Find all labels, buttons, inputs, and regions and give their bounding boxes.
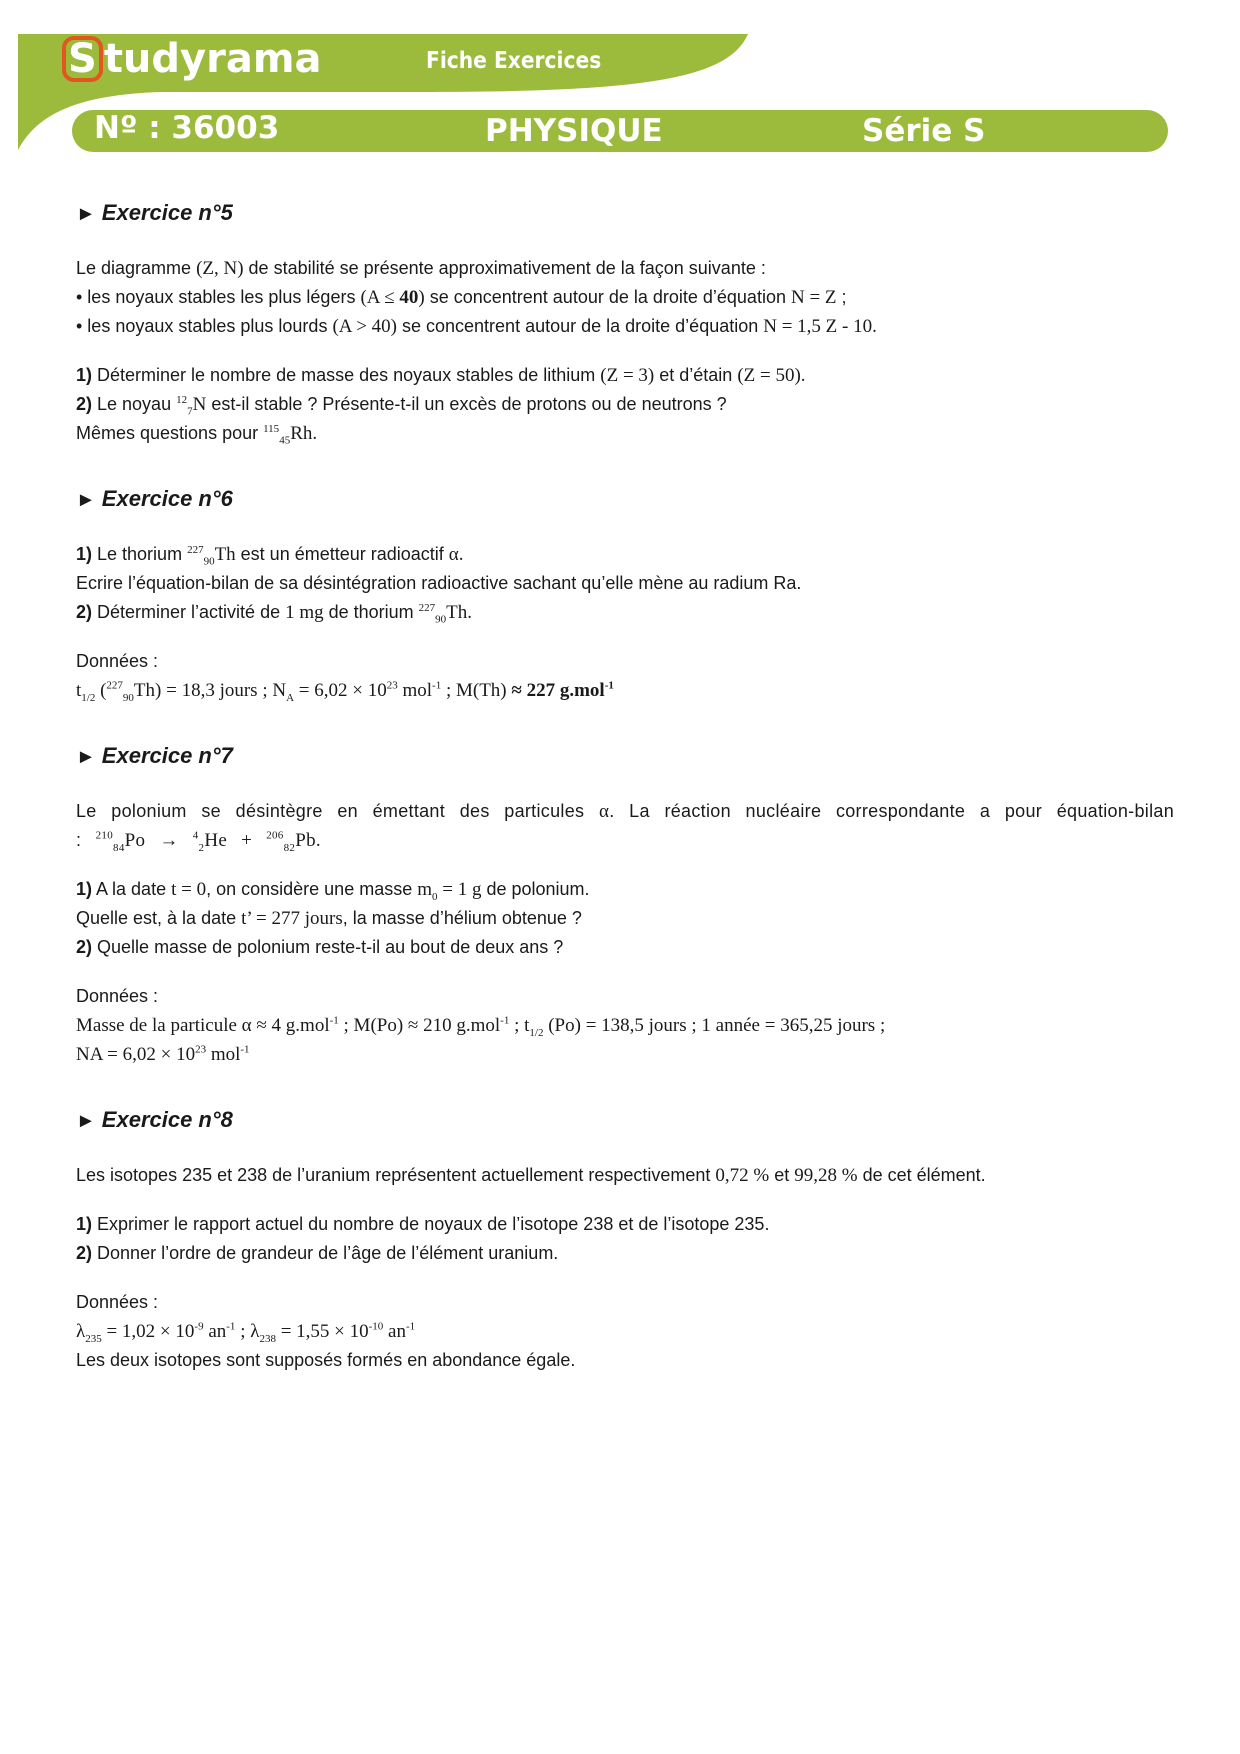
exercise-6-data-label: Données :: [76, 651, 159, 671]
exercise-7-data-2: NA = $6,02 \times 10^{23}$ mol$^{-1}$: [76, 1043, 250, 1065]
exercise-8-note: Les deux isotopes sont supposés formés en abondance égale.: [76, 1350, 576, 1370]
exercise-8-question-1: 1) Exprimer le rapport actuel du nombre de noyaux de l’isotope 238 et de l’isotope 235.: [76, 1214, 770, 1234]
exercise-7-question-1b: Quelle est, à la date t’ = 277 jours, la masse d’hélium obtenue ?: [76, 908, 582, 929]
exercise-6-question-2: 2) Déterminer l’activité de 1 mg de thorium $^{227}_{90}$Th.: [76, 602, 473, 626]
exercise-5-question-1: 1) Déterminer le nombre de masse des noyaux stables de lithium (Z = 3) et d’étain (Z = 50).: [76, 365, 806, 386]
logo-text: tudyrama: [103, 36, 322, 82]
arrow-icon: ►: [76, 746, 96, 768]
arrow-icon: ►: [76, 203, 96, 225]
exercise-7-data-1: Masse de la particule α ≈ 4 g.mol$^{-1}$ ; M(Po) ≈ 210 g.mol$^{-1}$ ; $t_{1/2}$ (Po) = 138,5 jours ; 1 année = 365,25 jours ;: [76, 1014, 886, 1039]
exercise-5-question-2b: Mêmes questions pour $^{115}_{45}$Rh.: [76, 423, 318, 447]
subject-title: PHYSIQUE: [485, 113, 663, 149]
exercise-7-intro: Le polonium se désintègre en émettant des particules α. La réaction nucléaire correspondante a pour équation-bilan : $^{210}_{84}$Po → $^4_2$He + $^{206}_{82}$Pb.: [76, 801, 1175, 854]
exercise-6-data: $t_{1/2}$ ($^{227}_{90}$Th) = 18,3 jours ; $N_A = 6,02 \times 10^{23}$ mol$^{-1}$ ; M(Th) ≈ 227 g.mol$^{-1}$: [76, 679, 614, 704]
exercise-6-question-1: 1) Le thorium $^{227}_{90}$Th est un émetteur radioactif α.: [76, 544, 464, 568]
exercise-5-question-2: 2) Le noyau $^{12}_7$N est-il stable ? Présente-t-il un excès de protons ou de neutrons ?: [76, 394, 727, 418]
exercise-5-bullet-2: • les noyaux stables plus lourds (A > 40) se concentrent autour de la droite d’équation N = 1,5 Z - 10.: [76, 316, 877, 337]
exercise-8-title: ► Exercice n°8: [76, 1107, 233, 1132]
exercise-6-title: ► Exercice n°6: [76, 486, 233, 511]
exercise-8-data: $\lambda_{235} = 1,02 \times 10^{-9}$ $an^{-1}$ ; $\lambda_{238} = 1,55 \times 10^{-10}$ $an^{-1}$: [76, 1320, 416, 1345]
exercise-7-question-2: 2) Quelle masse de polonium reste-t-il au bout de deux ans ?: [76, 937, 564, 957]
studyrama-logo: S tudyrama: [62, 36, 322, 82]
exercise-8-intro: Les isotopes 235 et 238 de l’uranium représentent actuellement respectivement 0,72 % et 99,28 % de cet élément.: [76, 1165, 986, 1186]
fiche-subtitle: Fiche Exercices: [426, 48, 602, 74]
exercise-7-data-label: Données :: [76, 986, 159, 1006]
exercise-8-data-label: Données :: [76, 1292, 159, 1312]
exercise-7-title: ► Exercice n°7: [76, 743, 233, 768]
exercise-5-intro: Le diagramme (Z, N) de stabilité se présente approximativement de la façon suivante :: [76, 258, 766, 279]
document-content: [76, 200, 1174, 1375]
exercise-5-title: ► Exercice n°5: [76, 200, 233, 225]
exercise-6-question-1b: Ecrire l’équation-bilan de sa désintégration radioactive sachant qu’elle mène au radium Ra.: [76, 573, 802, 593]
series-label: Série S: [862, 113, 986, 149]
exercise-7-question-1: 1) A la date t = 0, on considère une masse $m_0 = 1$ g de polonium.: [76, 879, 590, 903]
arrow-icon: ►: [76, 489, 96, 511]
arrow-icon: ►: [76, 1110, 96, 1132]
exercise-8-question-2: 2) Donner l’ordre de grandeur de l’âge de l’élément uranium.: [76, 1243, 559, 1263]
sheet-number: Nº : 36003: [94, 110, 280, 146]
exercise-5-bullet-1: • les noyaux stables les plus légers (A ≤ 40) se concentrent autour de la droite d’équation N = Z ;: [76, 287, 847, 308]
